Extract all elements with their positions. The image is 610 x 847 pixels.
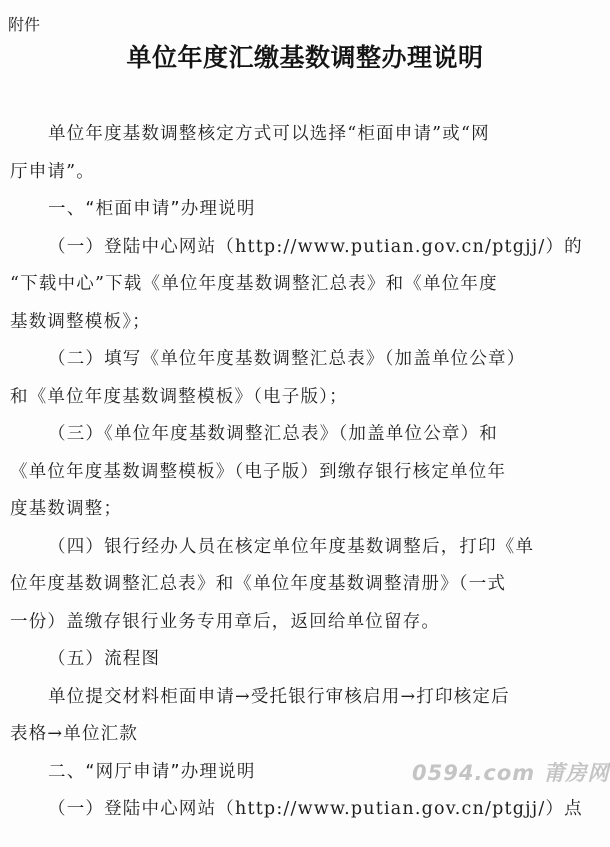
paragraph-line: （四）银行经办人员在核定单位年度基数调整后，打印《单: [48, 536, 535, 557]
flow-line: 单位提交材料柜面申请→受托银行审核启用→打印核定后: [48, 686, 510, 707]
section2-heading: 二、“网厅申请”办理说明: [48, 761, 256, 782]
flow-line: 表格→单位汇款: [10, 724, 139, 744]
intro-line: 单位年度基数调整核定方式可以选择“柜面申请”或“网: [48, 124, 490, 144]
attachment-label: 附件: [8, 15, 41, 34]
paragraph-line: 和《单位年度基数调整模板》（电子版）；: [10, 386, 348, 407]
paragraph-line: （二）填写《单位年度基数调整汇总表》（加盖单位公章）: [48, 349, 526, 369]
paragraph-line: 基数调整模板》；: [10, 311, 151, 332]
document-body: [10, 116, 594, 829]
paragraph-line: （一）登陆中心网站（http://www.putian.gov.cn/ptgjj/）点: [48, 799, 583, 819]
paragraph-line: （一）登陆中心网站（http://www.putian.gov.cn/ptgjj/）的: [48, 236, 583, 257]
site-watermark: 0594.com 莆房网: [412, 761, 610, 785]
paragraph-line: “下载中心”下载《单位年度基数调整汇总表》和《单位年度: [10, 274, 498, 294]
paragraph-line: （五）流程图: [48, 649, 161, 669]
intro-line: 厅申请”。: [10, 161, 95, 182]
paragraph-line: 位年度基数调整汇总表》和《单位年度基数调整清册》（一式: [10, 574, 507, 594]
paragraph-line: 《单位年度基数调整模板》（电子版）到缴存银行核定单位年: [10, 461, 507, 482]
paragraph-line: （三）《单位年度基数调整汇总表》（加盖单位公章）和: [48, 424, 498, 444]
paragraph-line: 度基数调整；: [10, 499, 123, 519]
document-title: 单位年度汇缴基数调整办理说明: [126, 43, 484, 72]
section1-heading: 一、“柜面申请”办理说明: [48, 199, 256, 219]
paragraph-line: 一份）盖缴存银行业务专用章后，返回给单位留存。: [10, 611, 441, 632]
